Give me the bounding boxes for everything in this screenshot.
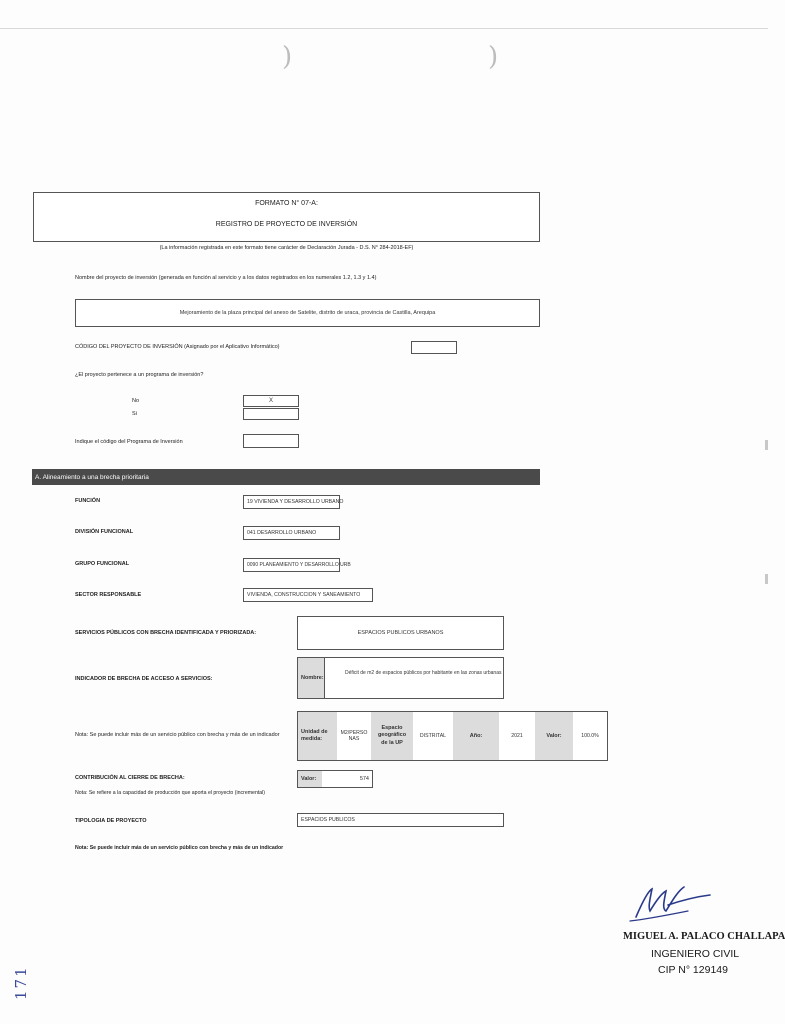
espacio-value: DISTRITAL bbox=[419, 733, 447, 739]
scan-top-edge bbox=[0, 28, 768, 29]
si-checkbox[interactable] bbox=[243, 408, 299, 420]
anio-label: Año: bbox=[453, 712, 499, 760]
funcion-label: FUNCIÓN bbox=[75, 498, 101, 504]
program-code-field[interactable] bbox=[243, 434, 299, 448]
declaration-note: (La información registrada en este formato tiene carácter de Declaración Jurada - D.S. N° 284-2018-EF) bbox=[159, 245, 414, 251]
valor-label: Valor: bbox=[535, 712, 573, 760]
signer-title: INGENIERO CIVIL bbox=[651, 948, 740, 960]
sector-label: SECTOR RESPONSABLE bbox=[75, 592, 142, 598]
signer-name: MIGUEL A. PALACO CHALLAPA bbox=[623, 931, 785, 942]
tipologia-field[interactable]: ESPACIOS PUBLICOS bbox=[297, 813, 504, 827]
unidad-value: M2/PERSONAS bbox=[340, 730, 368, 742]
project-name-label: Nombre del proyecto de inversión (generada en función al servicio y a los datos registrados en los numerales 1.2, 1.3 y 1.4) bbox=[75, 275, 377, 281]
section-a-header: A. Alineamiento a una brecha prioritaria bbox=[32, 469, 540, 485]
nombre-value: Déficit de m2 de espacios públicos por habitante en las zonas urbanas bbox=[345, 670, 502, 676]
indicador-box bbox=[297, 657, 504, 699]
contribucion-label: CONTRIBUCIÓN AL CIERRE DE BRECHA: bbox=[75, 775, 185, 781]
scan-mark-left: ) bbox=[282, 42, 293, 72]
no-checkbox[interactable]: X bbox=[243, 395, 299, 407]
grupo-field[interactable]: 0090 PLANEAMIENTO Y DESARROLLO URB bbox=[243, 558, 340, 572]
funcion-field[interactable]: 19 VIVIENDA Y DESARROLLO URBANO bbox=[243, 495, 340, 509]
page-number-text: 171 bbox=[12, 965, 30, 1000]
anio-value: 2021 bbox=[511, 733, 523, 739]
valor-value: 100.0% bbox=[581, 733, 599, 739]
page-number-mark bbox=[6, 966, 36, 1002]
project-name-field[interactable]: Mejoramiento de la plaza principal del anexo de Satelite, distrito de uraca, provincia de Castilla, Arequipa bbox=[75, 299, 540, 327]
espacio-label: Espacio geográfico de la UP bbox=[371, 712, 413, 760]
program-question: ¿El proyecto pertenece a un programa de inversión? bbox=[75, 372, 204, 378]
scan-edge-mark bbox=[765, 440, 768, 450]
form-subtitle: REGISTRO DE PROYECTO DE INVERSIÓN bbox=[215, 220, 358, 228]
tipologia-label: TIPOLOGIA DE PROYECTO bbox=[75, 818, 147, 824]
contribucion-valor-label: Valor: bbox=[298, 771, 322, 787]
servicios-label: SERVICIOS PÚBLICOS CON BRECHA IDENTIFICADA Y PRIORIZADA: bbox=[75, 630, 257, 636]
project-code-label: CÓDIGO DEL PROYECTO DE INVERSIÓN (Asignado por el Aplicativo Informático) bbox=[75, 344, 280, 350]
project-code-field[interactable] bbox=[411, 341, 457, 354]
unidad-label: Unidad de medida: bbox=[298, 712, 337, 760]
grupo-label: GRUPO FUNCIONAL bbox=[75, 561, 130, 567]
program-code-label: Indique el código del Programa de Inversión bbox=[75, 439, 183, 445]
servicios-field[interactable]: ESPACIOS PUBLICOS URBANOS bbox=[297, 616, 504, 650]
no-label: No bbox=[132, 398, 140, 404]
division-field[interactable]: 041 DESARROLLO URBANO bbox=[243, 526, 340, 540]
contribucion-note: Nota: Se refiere a la capacidad de producción que aporta el proyecto (incremental) bbox=[75, 790, 266, 796]
scan-edge-mark bbox=[765, 574, 768, 584]
sector-field[interactable]: VIVIENDA, CONSTRUCCION Y SANEAMIENTO bbox=[243, 588, 373, 602]
handwritten-signature bbox=[628, 883, 718, 925]
medida-row bbox=[297, 711, 608, 761]
division-label: DIVISIÓN FUNCIONAL bbox=[75, 529, 134, 535]
si-label: Si bbox=[132, 411, 137, 417]
indicador-label: INDICADOR DE BRECHA DE ACCESO A SERVICIOS: bbox=[75, 676, 213, 682]
scan-mark-right: ) bbox=[488, 42, 499, 72]
signer-cip: CIP N° 129149 bbox=[658, 964, 728, 976]
nombre-label: Nombre: bbox=[298, 658, 325, 698]
contribucion-valor[interactable]: 574 bbox=[359, 776, 369, 782]
nota-indicador: Nota: Se puede incluir más de un servicio público con brecha y más de un indicador bbox=[75, 732, 280, 738]
form-header-box bbox=[33, 192, 540, 242]
contribucion-box bbox=[297, 770, 373, 788]
form-title: FORMATO N° 07-A: bbox=[255, 200, 318, 207]
nota-final: Nota: Se puede incluir más de un servicio público con brecha y más de un indicador bbox=[75, 845, 284, 851]
